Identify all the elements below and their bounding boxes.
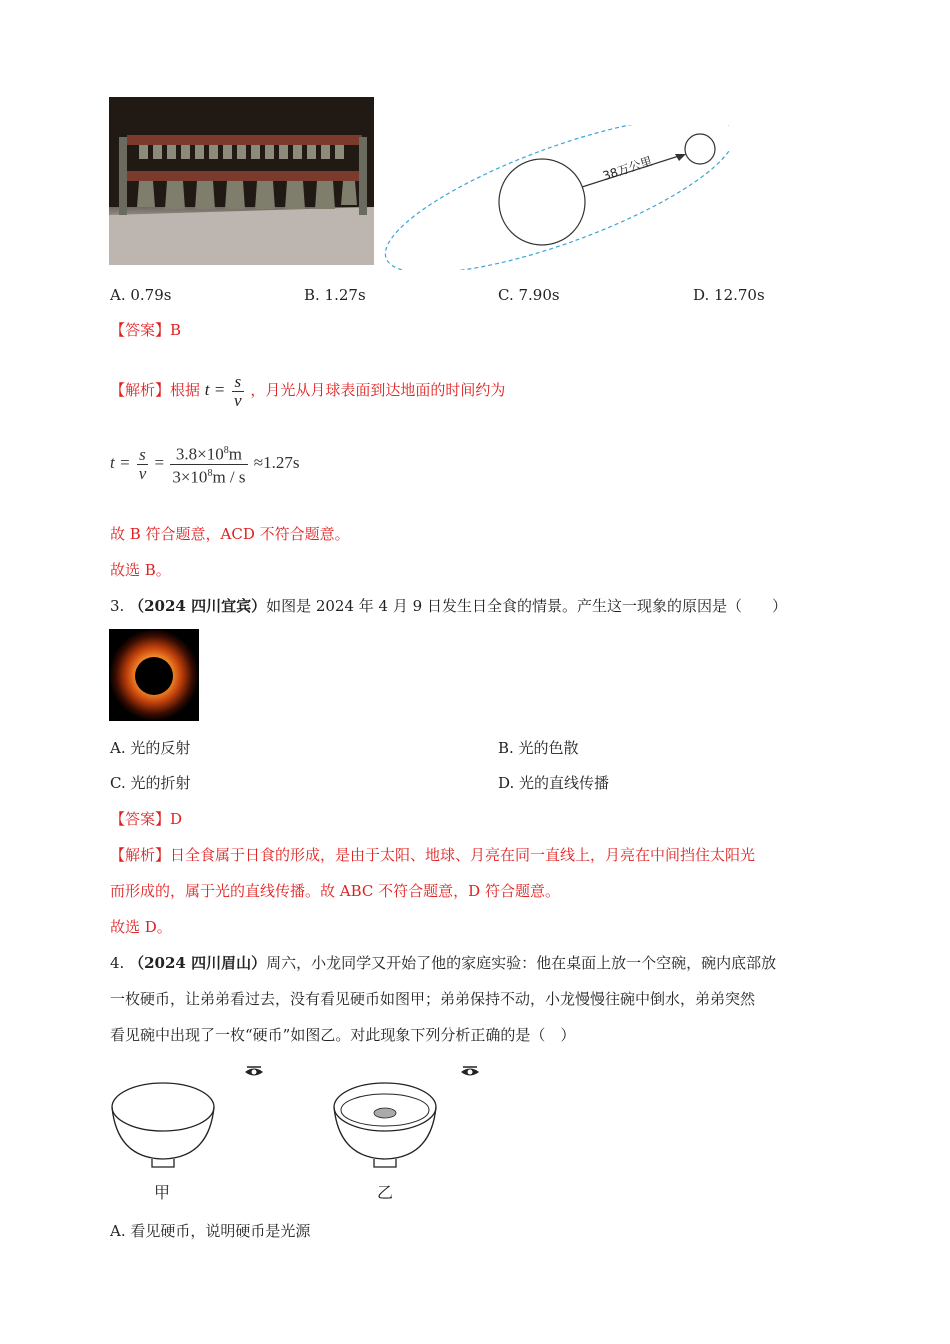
formula-lhs: t = [204, 380, 226, 399]
earth-circle [499, 159, 585, 245]
q2-select: 故选 B。 [110, 561, 171, 579]
option-d[interactable]: D. 12.70s [693, 286, 765, 304]
q3-select: 故选 D。 [110, 918, 172, 936]
option-c[interactable]: C. 7.90s [498, 286, 560, 304]
q4-stem-1 [110, 953, 776, 973]
calc-fraction [170, 442, 247, 486]
calc-den: 3×10 [172, 467, 208, 487]
calc-t: t = [110, 453, 131, 472]
q3-option-d[interactable]: D. 光的直线传播 [498, 774, 610, 792]
distance-label: 38万公里 [601, 154, 655, 184]
q4-stem-2: 一枚硬币，让弟弟看过去，没有看见硬币如图甲；弟弟保持不动，小龙慢慢往碗中倒水，弟弟突然 [110, 990, 756, 1008]
q4-text-1: 周六，小龙同学又开始了他的家庭实验：他在桌面上放一个空碗，碗内底部放 [266, 954, 777, 972]
q3-source: （2024 四川宜宾） [129, 597, 267, 615]
q4-stem-3: 看见碗中出现了一枚“硬币”如图乙。对此现象下列分析正确的是（ ） [110, 1026, 576, 1044]
q3-analysis-2: 而形成的，属于光的直线传播。故 ABC 不符合题意，D 符合题意。 [110, 882, 560, 900]
q4-number: 4. [110, 954, 125, 972]
bronze-bells-photo [109, 97, 374, 265]
earth-moon-diagram [370, 125, 730, 270]
calc-num: 3.8×10 [175, 444, 224, 464]
calc-sv [137, 446, 149, 483]
q3-option-a[interactable]: A. 光的反射 [110, 739, 191, 757]
q3-number: 3. [110, 597, 125, 615]
q2-conclusion: 故 B 符合题意，ACD 不符合题意。 [110, 525, 350, 543]
formula-fraction [232, 373, 244, 410]
calc-num-unit: m [228, 444, 242, 464]
bowl-figure-b [327, 1060, 452, 1170]
calc-formula [110, 440, 299, 486]
moon-circle [685, 134, 715, 164]
q3-answer: 【答案】D [110, 810, 183, 828]
bowl-figure-a [105, 1060, 230, 1170]
eye-icon-b [460, 1066, 480, 1082]
analysis-suffix: ，月光从月球表面到达地面的时间约为 [250, 381, 506, 399]
q3-analysis-1: 【解析】日全食属于日食的形成，是由于太阳、地球、月亮在同一直线上，月亮在中间挡住太阳光 [110, 846, 756, 864]
calc-den-unit: m / s [212, 467, 246, 487]
calc-s: s [137, 446, 149, 465]
calc-v: v [138, 463, 147, 483]
calc-num-exp: 8 [223, 444, 229, 456]
option-b[interactable]: B. 1.27s [304, 286, 366, 304]
q3-option-c[interactable]: C. 光的折射 [110, 774, 191, 792]
analysis-prefix: 【解析】根据 [110, 381, 201, 399]
calc-eq: = [154, 453, 165, 472]
q2-answer: 【答案】B [110, 321, 182, 339]
calc-den-exp: 8 [207, 467, 213, 479]
q3-stem [110, 596, 787, 616]
formula-denominator: v [234, 390, 242, 410]
formula-numerator: s [232, 373, 244, 392]
q4-source: （2024 四川眉山） [129, 954, 267, 972]
eye-icon-a [244, 1066, 264, 1082]
fig-b-label: 乙 [377, 1183, 394, 1202]
calc-result: ≈1.27s [253, 453, 300, 472]
coin [374, 1108, 396, 1118]
q3-text: 如图是 2024 年 4 月 9 日发生日全食的情景。产生这一现象的原因是（ ） [266, 597, 787, 615]
option-a[interactable]: A. 0.79s [110, 286, 172, 304]
q4-option-a[interactable]: A. 看见硬币，说明硬币是光源 [110, 1222, 311, 1240]
q2-analysis [110, 372, 505, 410]
solar-eclipse-photo [109, 629, 199, 721]
fig-a-label: 甲 [154, 1183, 171, 1202]
q3-option-b[interactable]: B. 光的色散 [498, 739, 579, 757]
